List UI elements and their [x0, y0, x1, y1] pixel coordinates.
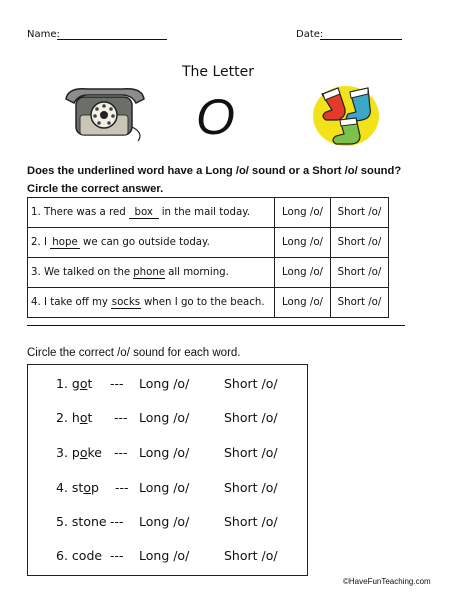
question-number: 2. — [31, 236, 41, 248]
word-prefix: p — [71, 445, 80, 460]
short-o-option[interactable]: Short /o/ — [224, 480, 278, 495]
underlined-word: hope — [50, 237, 80, 249]
section2-instruction: Circle the correct /o/ sound for each word. — [27, 347, 241, 359]
word-item — [56, 445, 102, 460]
short-o-option[interactable]: Short /o/ — [224, 376, 278, 391]
long-o-option[interactable]: Long /o/ — [139, 376, 190, 391]
short-o-option[interactable]: Short /o/ — [224, 445, 278, 460]
long-o-option[interactable]: Long /o/ — [139, 548, 190, 563]
name-line[interactable] — [57, 28, 167, 40]
question-text-before: There was a red — [43, 206, 126, 218]
word-number: 4. — [56, 480, 68, 495]
date-label: Date: — [296, 29, 324, 40]
socks-icon — [310, 80, 382, 148]
question-cell — [28, 258, 275, 288]
table-row — [28, 198, 389, 228]
question-text-after: when I go to the beach. — [143, 296, 265, 308]
short-o-option[interactable]: Short /o/ — [331, 198, 389, 228]
section-divider — [27, 325, 405, 326]
question-text-before: We talked on the — [43, 266, 131, 278]
word-dashes: --- — [115, 480, 129, 495]
question-number: 3. — [31, 266, 41, 278]
word-item — [56, 514, 107, 529]
long-o-option[interactable]: Long /o/ — [275, 288, 331, 318]
telephone-icon — [62, 85, 148, 143]
question-cell — [28, 228, 275, 258]
short-o-option[interactable]: Short /o/ — [224, 514, 278, 529]
word-dashes: --- — [110, 376, 124, 391]
word-prefix: st — [71, 480, 84, 495]
question-table — [27, 197, 389, 318]
word-suffix: t — [87, 410, 93, 425]
page-title: The Letter — [182, 64, 255, 80]
big-letter: O — [196, 89, 235, 145]
table-row — [28, 258, 389, 288]
word-underlined-letter: o — [79, 376, 88, 391]
long-o-option[interactable]: Long /o/ — [275, 258, 331, 288]
footer-credit: ©HaveFunTeaching.com — [343, 577, 431, 586]
word-prefix: g — [71, 376, 80, 391]
word-prefix: h — [71, 410, 80, 425]
word-item — [56, 376, 92, 391]
question-cell — [28, 198, 275, 228]
long-o-option[interactable]: Long /o/ — [275, 228, 331, 258]
word-dashes: --- — [114, 445, 128, 460]
question-text-after: all morning. — [168, 266, 229, 278]
word-number: 2. — [56, 410, 68, 425]
long-o-option[interactable]: Long /o/ — [275, 198, 331, 228]
table-row — [28, 228, 389, 258]
word-underlined-letter: o — [83, 480, 91, 495]
short-o-option[interactable]: Short /o/ — [331, 228, 389, 258]
word-number: 6. — [56, 548, 68, 563]
underlined-word: socks — [111, 296, 141, 308]
long-o-option[interactable]: Long /o/ — [139, 514, 190, 529]
short-o-option[interactable]: Short /o/ — [224, 410, 278, 425]
word-number: 5. — [56, 514, 68, 529]
word-item — [56, 480, 99, 495]
question-text-after: we can go outside today. — [83, 236, 210, 248]
question-number: 4. — [31, 296, 41, 308]
word-underlined-letter: o — [79, 410, 88, 425]
word-item — [56, 410, 92, 425]
table-row — [28, 288, 389, 318]
word-list-box — [27, 364, 308, 576]
question-text-after: in the mail today. — [161, 206, 251, 218]
word-suffix: p — [91, 480, 99, 495]
question-text-before: I — [43, 236, 47, 248]
word-dashes: --- — [110, 548, 124, 563]
word-prefix: code — [71, 548, 103, 563]
section1-instruction: Does the underlined word have a Long /o/ sound or a Short /o/ sound? Circle the correct answer. — [27, 165, 402, 195]
word-number: 1. — [56, 376, 68, 391]
short-o-option[interactable]: Short /o/ — [331, 258, 389, 288]
long-o-option[interactable]: Long /o/ — [139, 445, 190, 460]
question-text-before: I take off my — [43, 296, 108, 308]
word-dashes: --- — [114, 410, 128, 425]
word-prefix: stone — [71, 514, 107, 529]
date-line[interactable] — [320, 28, 402, 40]
word-number: 3. — [56, 445, 68, 460]
word-dashes: --- — [110, 514, 124, 529]
word-underlined-letter: o — [79, 445, 88, 460]
word-item — [56, 548, 102, 563]
underlined-word: box — [129, 207, 159, 219]
word-suffix: ke — [87, 445, 102, 460]
short-o-option[interactable]: Short /o/ — [224, 548, 278, 563]
word-suffix: t — [87, 376, 93, 391]
underlined-word: phone — [133, 266, 166, 278]
question-cell — [28, 288, 275, 318]
long-o-option[interactable]: Long /o/ — [139, 480, 190, 495]
question-number: 1. — [31, 206, 41, 218]
short-o-option[interactable]: Short /o/ — [331, 288, 389, 318]
name-label: Name: — [27, 29, 60, 40]
long-o-option[interactable]: Long /o/ — [139, 410, 190, 425]
